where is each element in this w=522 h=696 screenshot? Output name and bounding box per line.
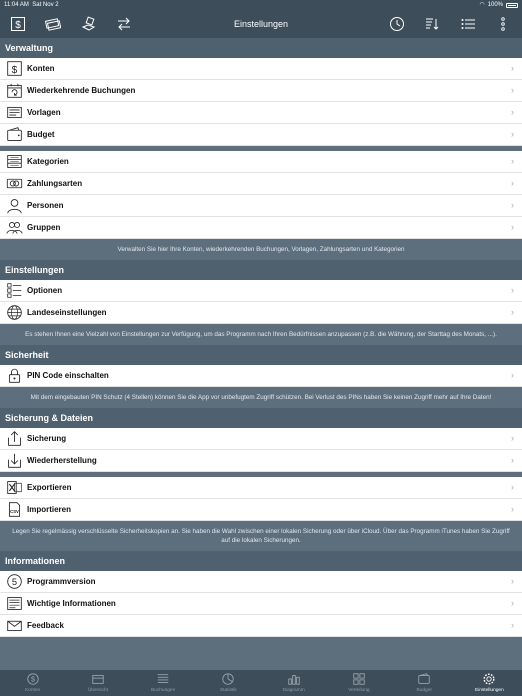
group-icon bbox=[3, 217, 25, 239]
tab-label: Konten bbox=[25, 688, 41, 693]
wifi-icon: ◠ bbox=[479, 2, 485, 8]
row-sicherung[interactable] bbox=[0, 428, 522, 450]
hand-money-icon[interactable] bbox=[80, 15, 98, 33]
row-budget[interactable] bbox=[0, 124, 522, 146]
info-icon bbox=[3, 593, 25, 615]
row-label: Personen bbox=[27, 201, 64, 210]
section-header-verwaltung: Verwaltung bbox=[0, 38, 522, 58]
status-bar bbox=[0, 0, 522, 10]
row-zahlungsarten[interactable] bbox=[0, 173, 522, 195]
dollar-icon[interactable] bbox=[9, 15, 27, 33]
row-programmversion[interactable] bbox=[0, 571, 522, 593]
row-label: Feedback bbox=[27, 621, 64, 630]
row-wiederherstellung[interactable] bbox=[0, 450, 522, 472]
svg-text:$: $ bbox=[11, 64, 17, 76]
lock-icon bbox=[3, 365, 25, 387]
row-wiederkehrende-buchungen[interactable] bbox=[0, 80, 522, 102]
tab-konten[interactable] bbox=[0, 670, 65, 696]
distribution-tab-icon bbox=[352, 672, 366, 686]
status-date: Sat Nov 2 bbox=[32, 2, 59, 8]
row-label: Sicherung bbox=[27, 434, 67, 443]
chevron-right-icon: › bbox=[511, 129, 514, 139]
tab-label: Verteilung bbox=[348, 688, 370, 693]
tab-budget[interactable] bbox=[392, 670, 457, 696]
status-right bbox=[479, 0, 518, 10]
upload-icon bbox=[3, 428, 25, 450]
tab-label: Übersicht bbox=[87, 688, 108, 693]
chevron-right-icon: › bbox=[511, 433, 514, 443]
row-konten[interactable] bbox=[0, 58, 522, 80]
chevron-right-icon: › bbox=[511, 598, 514, 608]
tab-verteilung[interactable] bbox=[326, 670, 391, 696]
svg-text:5: 5 bbox=[11, 576, 17, 587]
nav-bar bbox=[0, 10, 522, 38]
category-icon bbox=[3, 151, 25, 173]
row-label: Optionen bbox=[27, 286, 63, 295]
more-icon[interactable] bbox=[494, 15, 512, 33]
tab-diagramm[interactable] bbox=[261, 670, 326, 696]
tab-uebersicht[interactable] bbox=[65, 670, 130, 696]
row-exportieren[interactable] bbox=[0, 477, 522, 499]
tab-label: Budget bbox=[416, 688, 432, 693]
row-label: Kategorien bbox=[27, 157, 69, 166]
battery-percent: 100% bbox=[487, 2, 503, 8]
chevron-right-icon: › bbox=[511, 222, 514, 232]
tab-statistik[interactable] bbox=[196, 670, 261, 696]
row-label: Wichtige Informationen bbox=[27, 599, 116, 608]
svg-text:$: $ bbox=[30, 676, 35, 684]
chevron-right-icon: › bbox=[511, 200, 514, 210]
excel-icon bbox=[3, 477, 25, 499]
status-time-date bbox=[4, 0, 59, 10]
svg-text:CSV: CSV bbox=[9, 508, 19, 514]
status-time: 11:04 AM bbox=[4, 2, 29, 8]
overview-tab-icon bbox=[91, 672, 105, 686]
section-footer-einstellungen: Es stehen Ihnen eine Vielzahl von Einstellungen zur Verfügung, um das Programm nach Ihren Bedürfnissen anzupassen (z.B. die Währung, der Starttag des Monats, ...). bbox=[0, 324, 522, 345]
row-label: Konten bbox=[27, 64, 55, 73]
download-icon bbox=[3, 450, 25, 472]
row-label: Wiederkehrende Buchungen bbox=[27, 86, 136, 95]
row-label: Gruppen bbox=[27, 223, 61, 232]
options-icon bbox=[3, 280, 25, 302]
chevron-right-icon: › bbox=[511, 307, 514, 317]
tab-label: Einstellungen bbox=[474, 688, 504, 693]
row-landeseinstellungen[interactable] bbox=[0, 302, 522, 324]
tab-bar bbox=[0, 670, 522, 696]
chevron-right-icon: › bbox=[511, 620, 514, 630]
person-icon bbox=[3, 195, 25, 217]
transfer-icon[interactable] bbox=[115, 15, 133, 33]
section-footer-sicherung-und-dateien: Legen Sie regelmässig verschlüsselte Sicherheitskopien an. Sie haben die Wahl zwischen einer lokalen Sicherung oder über iCloud. Über das Programm iTunes haben Sie Zugriff auf die lokalen Sicherungen. bbox=[0, 521, 522, 551]
row-label: Programmversion bbox=[27, 577, 96, 586]
clock-icon[interactable] bbox=[388, 15, 406, 33]
template-icon bbox=[3, 102, 25, 124]
recurring-icon bbox=[3, 80, 25, 102]
chevron-right-icon: › bbox=[511, 455, 514, 465]
row-personen[interactable] bbox=[0, 195, 522, 217]
row-feedback[interactable] bbox=[0, 615, 522, 637]
section-header-informationen: Informationen bbox=[0, 551, 522, 571]
row-label: Exportieren bbox=[27, 483, 72, 492]
globe-icon bbox=[3, 302, 25, 324]
tab-einstellungen[interactable] bbox=[457, 670, 522, 696]
row-wichtige-informationen[interactable] bbox=[0, 593, 522, 615]
row-vorlagen[interactable] bbox=[0, 102, 522, 124]
chevron-right-icon: › bbox=[511, 85, 514, 95]
chevron-right-icon: › bbox=[511, 482, 514, 492]
statistics-tab-icon bbox=[221, 672, 235, 686]
section-footer-verwaltung: Verwalten Sie hier Ihre Konten, wiederkehrenden Buchungen, Vorlagen, Zahlungsarten und Kategorien bbox=[0, 239, 522, 260]
chevron-right-icon: › bbox=[511, 504, 514, 514]
row-label: PIN Code einschalten bbox=[27, 371, 109, 380]
tab-buchungen[interactable] bbox=[131, 670, 196, 696]
row-gruppen[interactable] bbox=[0, 217, 522, 239]
chevron-right-icon: › bbox=[511, 63, 514, 73]
tab-label: Buchungen bbox=[150, 688, 176, 693]
row-label: Budget bbox=[27, 130, 55, 139]
row-label: Landeseinstellungen bbox=[27, 308, 107, 317]
mail-icon bbox=[3, 615, 25, 637]
tab-label: Diagramm bbox=[282, 688, 305, 693]
chevron-right-icon: › bbox=[511, 285, 514, 295]
sort-icon[interactable] bbox=[423, 15, 441, 33]
chevron-right-icon: › bbox=[511, 156, 514, 166]
section-header-einstellungen: Einstellungen bbox=[0, 260, 522, 280]
row-importieren[interactable] bbox=[0, 499, 522, 521]
chart-tab-icon bbox=[287, 672, 301, 686]
bookings-tab-icon bbox=[156, 672, 170, 686]
page-title: Einstellungen bbox=[233, 19, 289, 29]
settings-list[interactable] bbox=[0, 38, 522, 670]
list-icon[interactable] bbox=[459, 15, 477, 33]
wallet-icon bbox=[3, 124, 25, 146]
budget-tab-icon bbox=[417, 672, 431, 686]
chevron-right-icon: › bbox=[511, 370, 514, 380]
svg-text:$: $ bbox=[15, 20, 21, 31]
settings-tab-icon bbox=[482, 672, 496, 686]
money-icon[interactable] bbox=[44, 15, 62, 33]
row-label: Wiederherstellung bbox=[27, 456, 97, 465]
row-label: Vorlagen bbox=[27, 108, 61, 117]
payment-icon bbox=[3, 173, 25, 195]
row-pin-code-einschalten[interactable] bbox=[0, 365, 522, 387]
row-optionen[interactable] bbox=[0, 280, 522, 302]
section-header-sicherung-und-dateien: Sicherung & Dateien bbox=[0, 408, 522, 428]
chevron-right-icon: › bbox=[511, 576, 514, 586]
dollar-icon bbox=[3, 58, 25, 80]
row-label: Importieren bbox=[27, 505, 72, 514]
accounts-tab-icon bbox=[26, 672, 40, 686]
battery-icon bbox=[506, 3, 518, 8]
csv-icon bbox=[3, 499, 25, 521]
row-kategorien[interactable] bbox=[0, 151, 522, 173]
section-header-sicherheit: Sicherheit bbox=[0, 345, 522, 365]
chevron-right-icon: › bbox=[511, 178, 514, 188]
chevron-right-icon: › bbox=[511, 107, 514, 117]
row-label: Zahlungsarten bbox=[27, 179, 83, 188]
section-footer-sicherheit: Mit dem eingebauten PIN Schutz (4 Stellen) können Sie die App vor unbefugtem Zugriff schützen. Bei Verlust des PINs haben Sie keinen Zugriff mehr auf Ihre Daten! bbox=[0, 387, 522, 408]
tab-label: Statistik bbox=[219, 688, 237, 693]
version-icon bbox=[3, 571, 25, 593]
